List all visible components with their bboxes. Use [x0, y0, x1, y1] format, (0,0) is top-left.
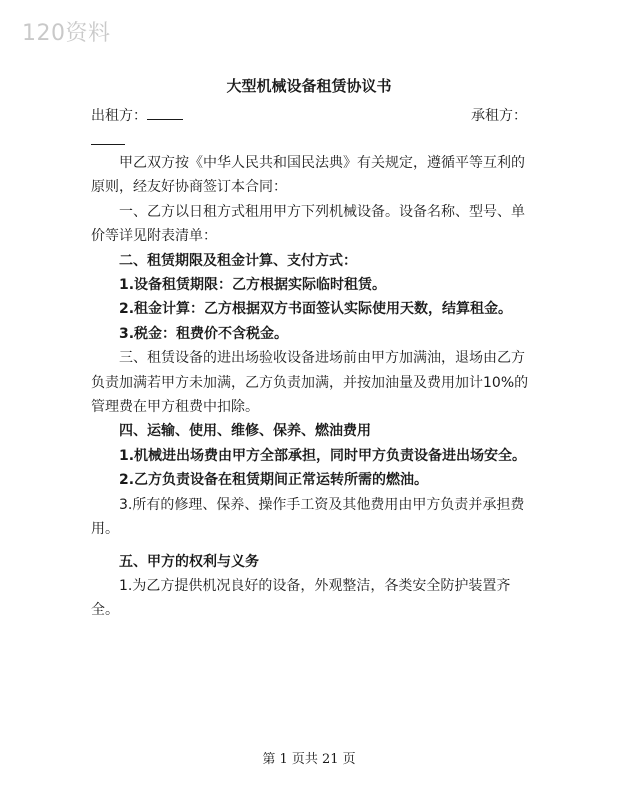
page-number: 第 1 页共 21 页 [262, 752, 356, 767]
section-heading: 四、运输、使用、维修、保养、燃油费用 [119, 423, 371, 440]
lessor-blank [147, 105, 183, 120]
paragraph: 3.所有的修理、保养、操作手工资及其他费用由甲方负责并承担费用。 [91, 496, 525, 538]
paragraph: 甲乙双方按《中华人民共和国民法典》有关规定，遵循平等互利的原则，经友好协商签订本合同： [91, 155, 525, 196]
section-heading: 二、租赁期限及租金计算、支付方式： [119, 252, 357, 269]
document-title: 大型机械设备租赁协议书 [226, 77, 392, 95]
paragraph: 2.租金计算：乙方根据双方书面签认实际使用天数，结算租金。 [119, 301, 513, 318]
paragraph: 1.为乙方提供机况良好的设备，外观整洁，各类安全防护装置齐全。 [91, 577, 511, 619]
paragraph: 1.设备租赁期限：乙方根据实际临时租赁。 [119, 277, 387, 294]
watermark: 120资料 [22, 21, 111, 46]
paragraph: 三、租赁设备的进出场验收设备进场前由甲方加满油，退场由乙方负责加满若甲方未加满，乙方负责加满，并按加油量及费用加计10%的管理费在甲方租费中扣除。 [91, 350, 529, 416]
paragraph: 2.乙方负责设备在租赁期间正常运转所需的燃油。 [119, 472, 429, 489]
lessor-label: 出租方： [91, 108, 147, 124]
lessor-field [91, 105, 183, 125]
document-body [91, 151, 529, 623]
parties-line [91, 105, 527, 125]
paragraph: 1.机械进出场费由甲方全部承担，同时甲方负责设备进出场安全。 [119, 447, 527, 464]
section-heading: 五、甲方的权利与义务 [119, 553, 259, 570]
lessee-blank [91, 128, 125, 145]
lessee-label: 承租方： [471, 108, 527, 124]
paragraph: 一、乙方以日租方式租用甲方下列机械设备。设备名称、型号、单价等详见附表清单： [91, 203, 525, 245]
paragraph: 3.税金：租费价不含税金。 [119, 325, 289, 342]
